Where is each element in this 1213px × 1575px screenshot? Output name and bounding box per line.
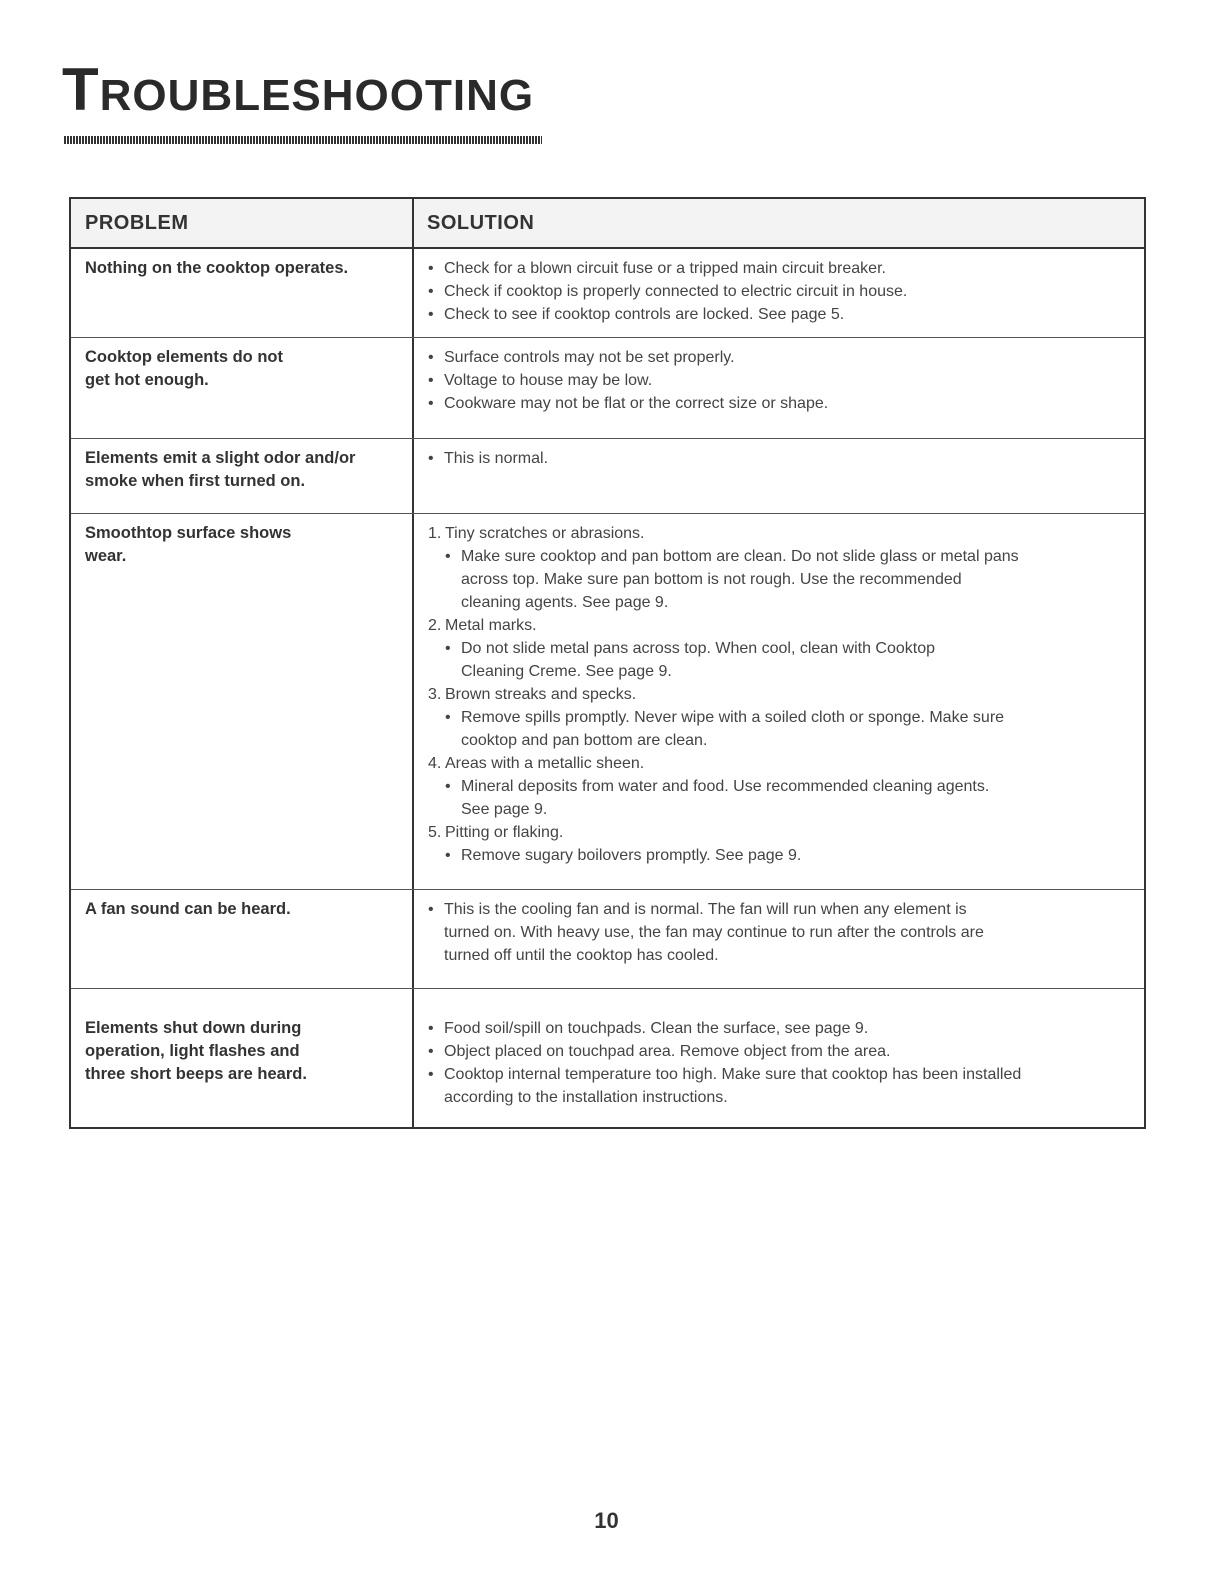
sub-bullet: [428, 844, 1134, 867]
solution-bullet: • Voltage to house may be low.: [428, 369, 1134, 392]
table-row: [71, 514, 1144, 890]
item-text: Tiny scratches or abrasions.: [445, 525, 645, 542]
sub-line: • Mineral deposits from water and food. Use recommended cleaning agents.: [461, 778, 990, 795]
problem-line: Cooktop elements do not: [85, 348, 283, 366]
item-text: Metal marks.: [445, 617, 537, 634]
solution-bullet: • Object placed on touchpad area. Remove object from the area.: [428, 1040, 1134, 1063]
page-number: 10: [594, 1508, 619, 1533]
solution-cell: [414, 249, 1144, 337]
bullet-line: • This is the cooling fan and is normal. The fan will run when any element is: [444, 901, 967, 918]
troubleshooting-table: [69, 197, 1146, 1129]
sub-line: cleaning agents. See page 9.: [461, 594, 669, 611]
sub-bullet: [428, 637, 1134, 683]
solution-bullet: [428, 898, 1134, 967]
table-row: [71, 890, 1144, 989]
page-title-rest: ROUBLESHOOTING: [99, 71, 535, 120]
numbered-item: [428, 683, 1134, 706]
bullet-line: • Cooktop internal temperature too high. Make sure that cooktop has been installed: [444, 1066, 1022, 1083]
problem-line: Elements emit a slight odor and/or: [85, 449, 356, 467]
sub-bullet: [428, 775, 1134, 821]
sub-line: cooktop and pan bottom are clean.: [461, 732, 708, 749]
problem-line: smoke when first turned on.: [85, 472, 306, 490]
solution-bullet: • Check to see if cooktop controls are locked. See page 5.: [428, 303, 1134, 326]
page-title-initial: T: [62, 56, 100, 123]
table-header: [71, 199, 1144, 249]
problem-cell: A fan sound can be heard.: [71, 890, 414, 988]
sub-line: See page 9.: [461, 801, 548, 818]
solution-bullet: • Check for a blown circuit fuse or a tripped main circuit breaker.: [428, 257, 1134, 280]
page-title: [62, 56, 535, 123]
item-text: Areas with a metallic sheen.: [445, 755, 645, 772]
title-underline: [64, 136, 542, 144]
table-row: [71, 439, 1144, 514]
problem-cell: [71, 989, 414, 1127]
problem-line: Elements shut down during: [85, 1019, 302, 1037]
sub-line: Cleaning Creme. See page 9.: [461, 663, 672, 680]
sub-line: across top. Make sure pan bottom is not rough. Use the recommended: [461, 571, 962, 588]
solution-cell: [414, 989, 1144, 1127]
item-number: 2.: [428, 617, 442, 634]
solution-bullet: • Surface controls may not be set properly.: [428, 346, 1134, 369]
solution-header: SOLUTION: [427, 212, 535, 234]
table-row: [71, 249, 1144, 338]
solution-cell: [414, 890, 1144, 988]
item-text: Brown streaks and specks.: [445, 686, 637, 703]
problem-line: operation, light flashes and: [85, 1042, 300, 1060]
solution-cell: [414, 338, 1144, 438]
problem-line: wear.: [85, 547, 127, 565]
numbered-item: [428, 614, 1134, 637]
sub-bullet: [428, 706, 1134, 752]
problem-cell: [71, 439, 414, 513]
solution-cell: [414, 439, 1144, 513]
item-number: 3.: [428, 686, 442, 703]
sub-line: • Make sure cooktop and pan bottom are clean. Do not slide glass or metal pans: [461, 548, 1019, 565]
numbered-item: [428, 752, 1134, 775]
item-number: 5.: [428, 824, 442, 841]
sub-line: • Remove spills promptly. Never wipe with a soiled cloth or sponge. Make sure: [461, 709, 1005, 726]
solution-bullet: • This is normal.: [428, 447, 1134, 470]
table-row: [71, 989, 1144, 1127]
bullet-line: turned off until the cooktop has cooled.: [444, 947, 719, 964]
item-number: 4.: [428, 755, 442, 772]
solution-bullet: • Cookware may not be flat or the correct size or shape.: [428, 392, 1134, 415]
problem-cell: [71, 338, 414, 438]
problem-line: get hot enough.: [85, 371, 209, 389]
numbered-item: [428, 821, 1134, 844]
table-row: [71, 338, 1144, 439]
item-text: Pitting or flaking.: [445, 824, 564, 841]
problem-line: Smoothtop surface shows: [85, 524, 292, 542]
bullet-line: turned on. With heavy use, the fan may continue to run after the controls are: [444, 924, 984, 941]
solution-cell: [414, 514, 1144, 889]
problem-cell: Nothing on the cooktop operates.: [71, 249, 414, 337]
item-number: 1.: [428, 525, 442, 542]
problem-line: three short beeps are heard.: [85, 1065, 307, 1083]
sub-line: • Remove sugary boilovers promptly. See page 9.: [461, 847, 802, 864]
numbered-item: [428, 522, 1134, 545]
problem-header: PROBLEM: [71, 199, 414, 247]
sub-bullet: [428, 545, 1134, 614]
sub-line: • Do not slide metal pans across top. When cool, clean with Cooktop: [461, 640, 936, 657]
solution-bullet: • Check if cooktop is properly connected to electric circuit in house.: [428, 280, 1134, 303]
problem-cell: [71, 514, 414, 889]
solution-bullet: • Food soil/spill on touchpads. Clean the surface, see page 9.: [428, 1017, 1134, 1040]
bullet-line: according to the installation instructions.: [444, 1089, 728, 1106]
solution-bullet: [428, 1063, 1134, 1109]
